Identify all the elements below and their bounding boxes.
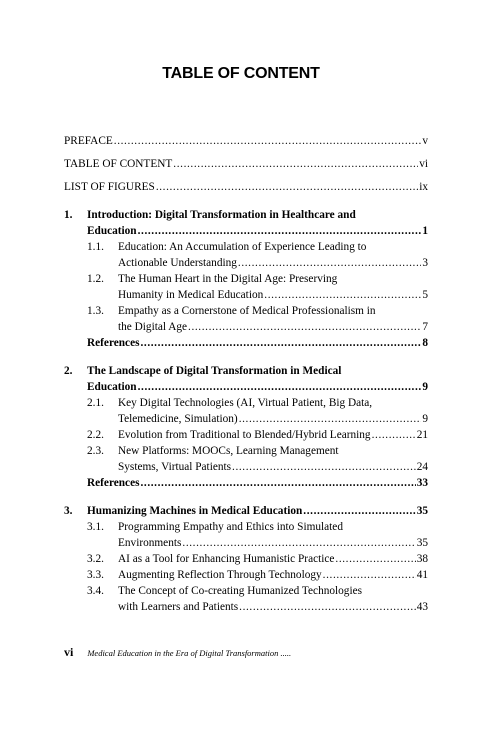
dot-leader: [232, 459, 416, 475]
section-title-line1: Key Digital Technologies (AI, Virtual Patient, Big Data,: [118, 397, 373, 409]
footer-running-title: Medical Education in the Era of Digital Transformation .....: [87, 648, 292, 658]
entry-page: 9: [422, 413, 428, 425]
entry-page: ix: [419, 181, 428, 193]
dot-leader: [138, 223, 422, 239]
section-number: 3.1.: [87, 521, 104, 533]
section-title-line2: Actionable Understanding: [118, 257, 237, 269]
dot-leader: [156, 179, 418, 195]
toc-section-3-1[interactable]: [64, 519, 428, 551]
chapter-number: 2.: [64, 365, 73, 377]
entry-page: 35: [416, 505, 428, 517]
toc-section-1-2[interactable]: [64, 271, 428, 303]
entry-page: 5: [422, 289, 428, 301]
section-number: 2.2.: [87, 429, 104, 441]
dot-leader: [138, 379, 422, 395]
dot-leader: [173, 156, 418, 172]
toc-section-3-4[interactable]: [64, 583, 428, 615]
entry-page: vi: [419, 158, 428, 170]
entry-page: 41: [416, 569, 428, 581]
chapter-title: Humanizing Machines in Medical Education: [87, 505, 303, 517]
section-title-line1: New Platforms: MOOCs, Learning Management: [118, 445, 339, 457]
section-title: Evolution from Traditional to Blended/Hybrid Learning: [118, 429, 371, 441]
dot-leader: [239, 411, 422, 427]
dot-leader: [140, 335, 421, 351]
toc-entry-table-of-content[interactable]: [64, 156, 428, 172]
toc-section-2-3[interactable]: [64, 443, 428, 475]
toc-section-3-2[interactable]: [64, 551, 428, 567]
references-label: References: [87, 477, 140, 489]
section-number: 3.2.: [87, 553, 104, 565]
dot-leader: [303, 503, 415, 519]
entry-page: 8: [422, 337, 428, 349]
toc-section-1-3[interactable]: [64, 303, 428, 335]
entry-label: TABLE OF CONTENT: [64, 158, 173, 170]
chapter-title-line2: Education: [87, 381, 137, 393]
section-title-line2: Environments: [118, 537, 182, 549]
entry-label: LIST OF FIGURES: [64, 181, 155, 193]
toc-references-1[interactable]: [64, 335, 428, 351]
entry-page: 43: [416, 601, 428, 613]
footer-page-number: vi: [64, 645, 74, 659]
section-title-line2: the Digital Age: [118, 321, 188, 333]
chapter-title-line1: The Landscape of Digital Transformation in Medical: [87, 365, 342, 377]
section-number: 2.3.: [87, 445, 104, 457]
entry-page: 24: [416, 461, 428, 473]
toc-section-3-3[interactable]: [64, 567, 428, 583]
section-title-line2: Telemedicine, Simulation): [118, 413, 238, 425]
entry-page: 9: [422, 381, 428, 393]
section-title-line1: Programming Empathy and Ethics into Simulated: [118, 521, 343, 533]
section-number: 1.2.: [87, 273, 104, 285]
page-title: TABLE OF CONTENT: [162, 65, 320, 82]
toc-chapter-3[interactable]: [64, 503, 428, 519]
page-footer: [64, 643, 291, 661]
dot-leader: [323, 567, 416, 583]
dot-leader: [188, 319, 421, 335]
dot-leader: [114, 133, 422, 149]
references-label: References: [87, 337, 140, 349]
section-title-line2: Systems, Virtual Patients: [118, 461, 232, 473]
toc-section-1-1[interactable]: [64, 239, 428, 271]
section-title-line1: The Human Heart in the Digital Age: Preserving: [118, 273, 338, 285]
toc-section-2-2[interactable]: [64, 427, 428, 443]
dot-leader: [264, 287, 421, 303]
toc-entry-list-of-figures[interactable]: [64, 179, 428, 195]
section-title-line2: Humanity in Medical Education: [118, 289, 264, 301]
section-title-line1: Education: An Accumulation of Experience Leading to: [118, 241, 367, 253]
toc-chapter-1[interactable]: [64, 207, 428, 239]
entry-page: 1: [422, 225, 428, 237]
chapter-title-line1: Introduction: Digital Transformation in Healthcare and: [87, 209, 356, 221]
section-title-line1: The Concept of Co-creating Humanized Technologies: [118, 585, 363, 597]
entry-page: 33: [416, 477, 428, 489]
section-title: AI as a Tool for Enhancing Humanistic Practice: [118, 553, 335, 565]
entry-page: 21: [416, 429, 428, 441]
chapter-number: 1.: [64, 209, 73, 221]
section-number: 1.3.: [87, 305, 104, 317]
section-title: Augmenting Reflection Through Technology: [118, 569, 322, 581]
dot-leader: [140, 475, 415, 491]
toc-references-2[interactable]: [64, 475, 428, 491]
toc-entry-preface[interactable]: [64, 133, 428, 149]
entry-page: 38: [416, 553, 428, 565]
section-number: 2.1.: [87, 397, 104, 409]
chapter-title-line2: Education: [87, 225, 137, 237]
section-number: 3.3.: [87, 569, 104, 581]
entry-page: 7: [422, 321, 428, 333]
section-number: 1.1.: [87, 241, 104, 253]
dot-leader: [239, 599, 416, 615]
section-title-line2: with Learners and Patients: [118, 601, 239, 613]
entry-page: 3: [422, 257, 428, 269]
chapter-number: 3.: [64, 505, 73, 517]
section-title-line1: Empathy as a Cornerstone of Medical Professionalism in: [118, 305, 376, 317]
dot-leader: [372, 427, 416, 443]
toc-chapter-2[interactable]: [64, 363, 428, 395]
dot-leader: [238, 255, 421, 271]
entry-page: v: [422, 135, 428, 147]
entry-label: PREFACE: [64, 135, 113, 147]
toc-section-2-1[interactable]: [64, 395, 428, 427]
entry-page: 35: [416, 537, 428, 549]
section-number: 3.4.: [87, 585, 104, 597]
dot-leader: [182, 535, 415, 551]
dot-leader: [335, 551, 415, 567]
